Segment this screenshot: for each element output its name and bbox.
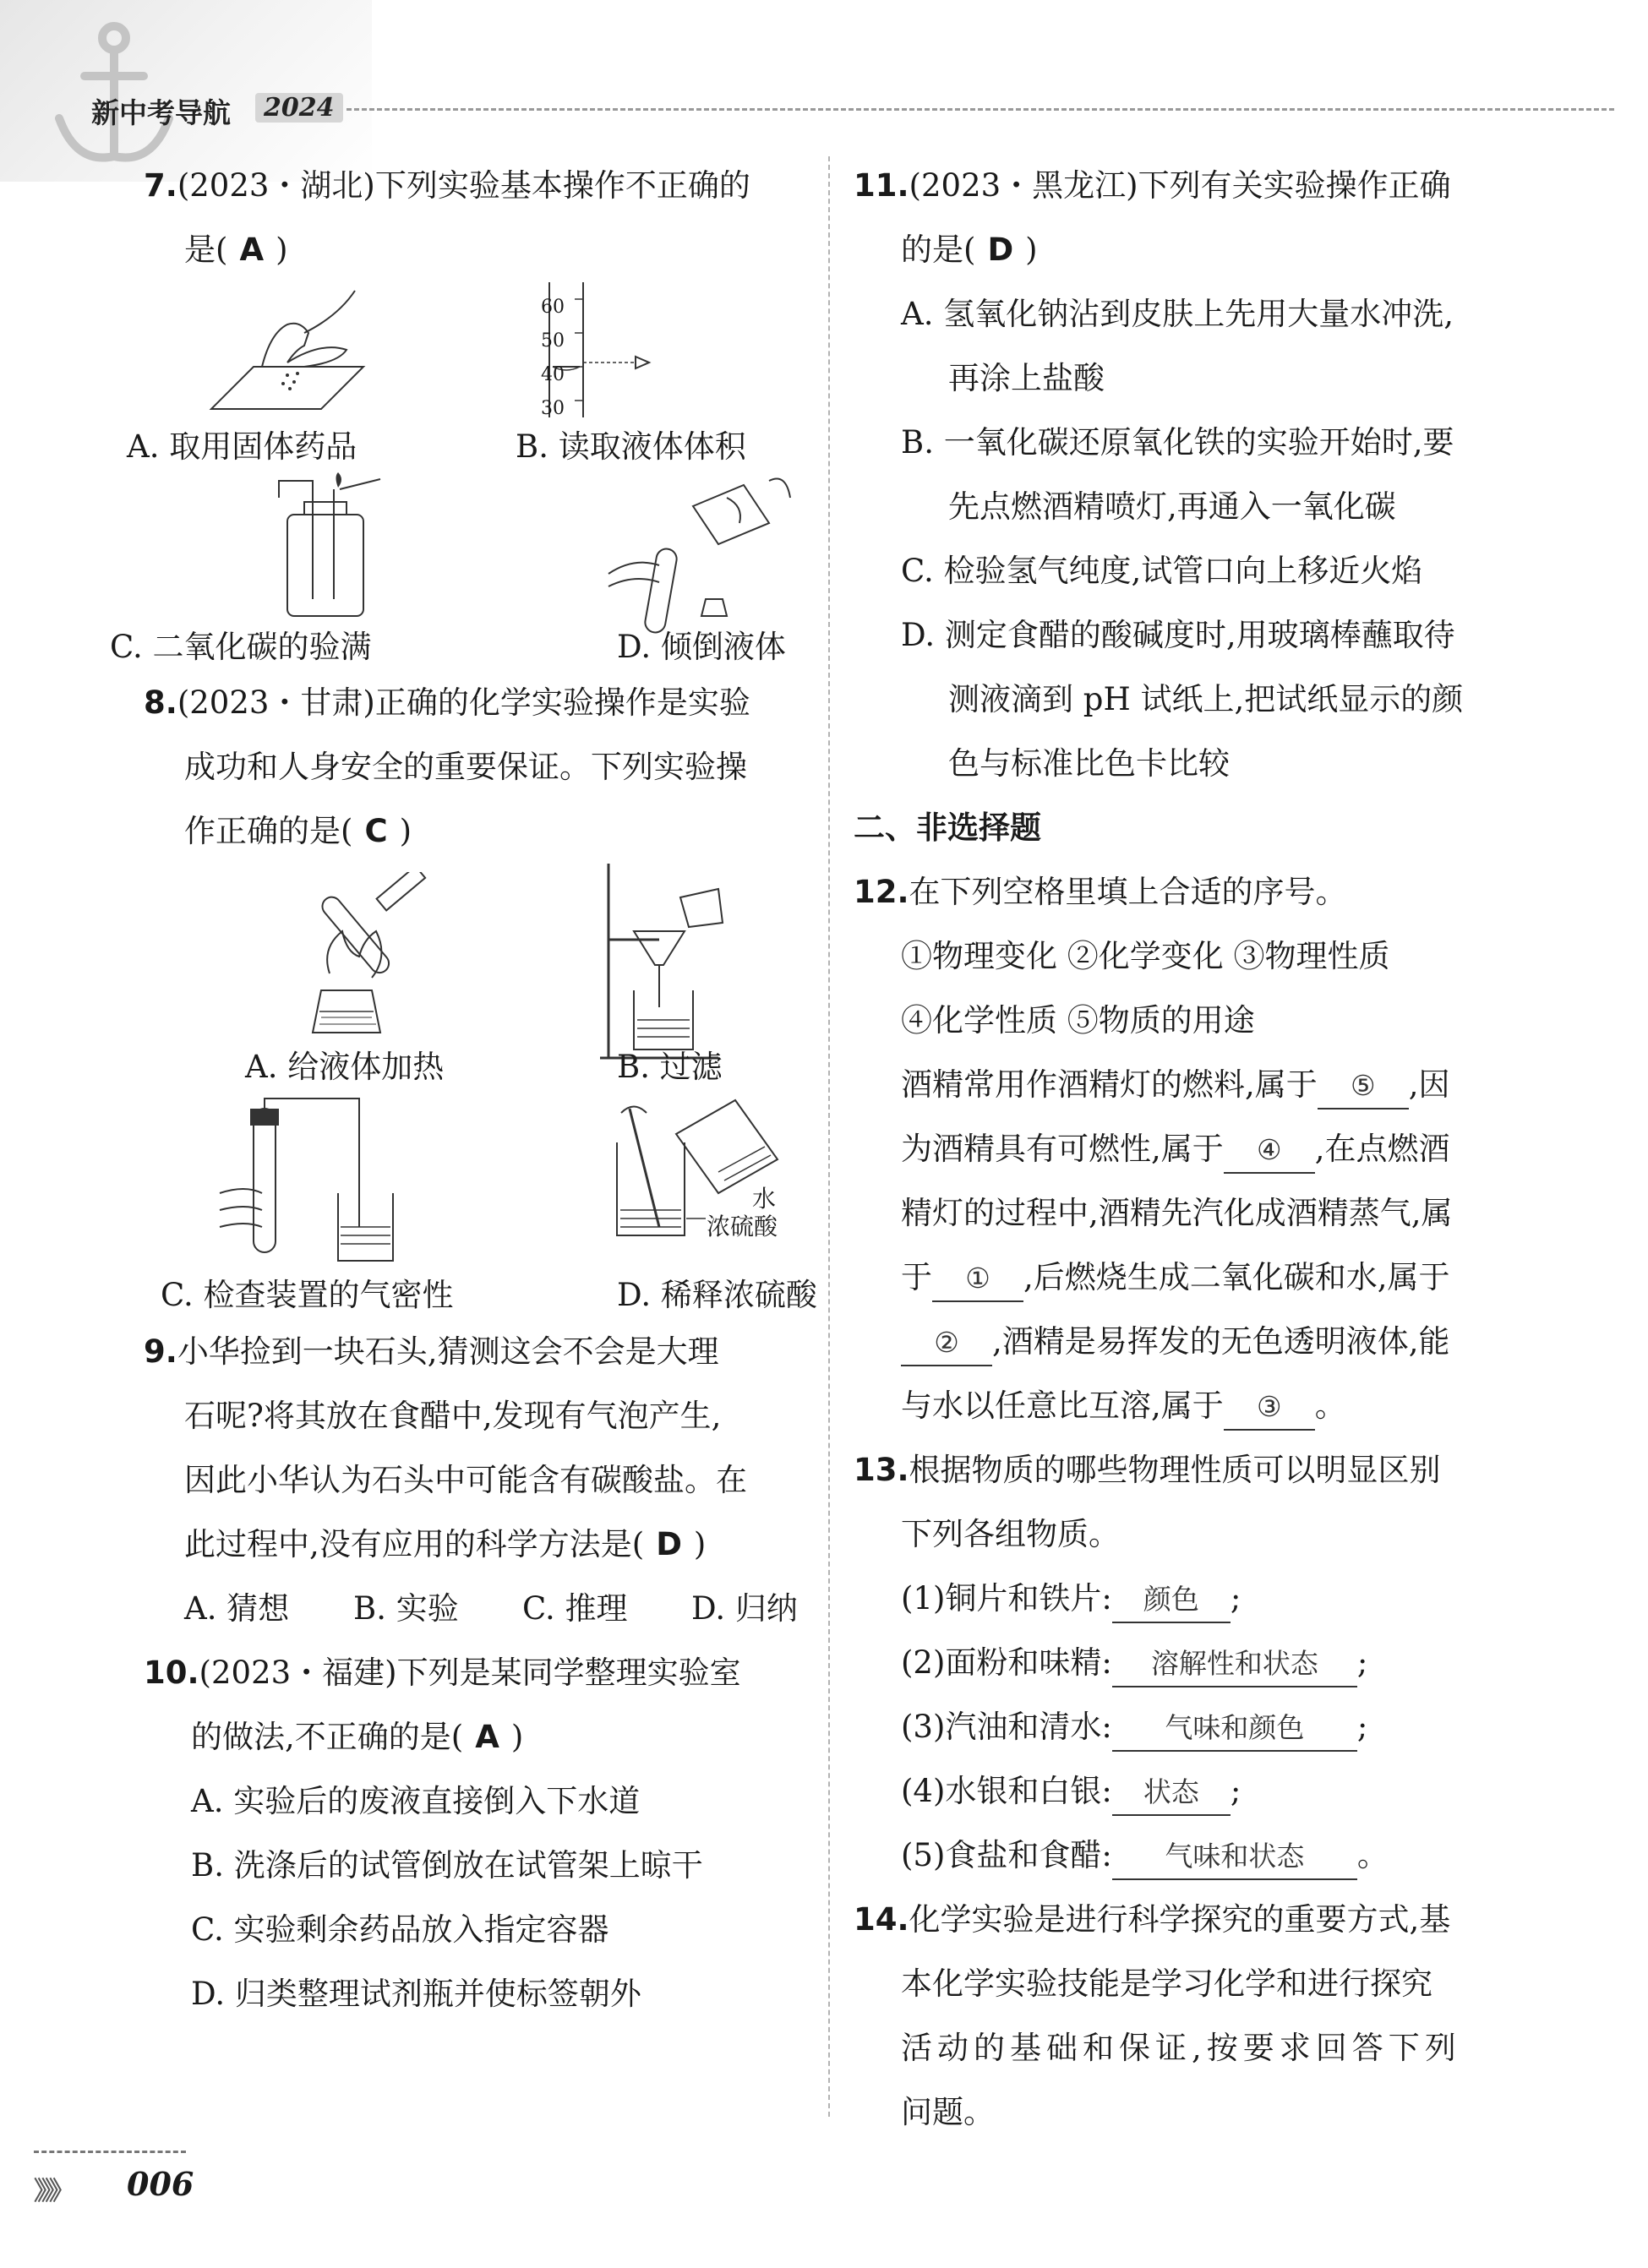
cylinder-ticks: 60 50 40 30 (541, 297, 565, 419)
q10-option-c: C. 实验剩余药品放入指定容器 (191, 1911, 609, 1948)
q11-option-a: A. 氢氧化钠沾到皮肤上先用大量水冲洗, (901, 296, 1454, 332)
q12-line5: ② ,酒精是易挥发的无色透明液体,能 (854, 1310, 1530, 1374)
q7-figures-row2 (110, 472, 811, 671)
q7-number: 7. (144, 167, 177, 204)
q13-item-1: (1)铜片和铁片: 颜色 ; (854, 1567, 1530, 1631)
q13-item-2: (2)面粉和味精: 溶解性和状态 ; (854, 1631, 1530, 1695)
right-column (854, 154, 1530, 2145)
q12-line4: 于 ① ,后燃烧生成二氧化碳和水,属于 (854, 1246, 1530, 1310)
q14-line1: 14.化学实验是进行科学探究的重要方式,基 (854, 1901, 1451, 1938)
q8-option-d: D. 稀释浓硫酸 (617, 1277, 817, 1313)
q9-line4: 此过程中,没有应用的科学方法是( D ) (144, 1513, 811, 1577)
q8-line3: 作正确的是( C ) (144, 799, 811, 864)
q12-line2: 为酒精具有可燃性,属于 ④ ,在点燃酒 (854, 1117, 1530, 1181)
q7-option-b: B. 读取液体体积 (516, 428, 746, 465)
label-water: 水 (752, 1185, 777, 1213)
header-dash-line (347, 108, 1614, 111)
q8-figures-row1 (144, 864, 811, 1092)
q7-figures-row1 (127, 282, 811, 472)
q13-line2: 下列各组物质。 (901, 1516, 1120, 1552)
q9-number: 9. (144, 1333, 177, 1370)
q14-line2: 本化学实验技能是学习化学和进行探究 (901, 1965, 1432, 2002)
q12-number: 12. (854, 874, 909, 910)
solid-reagent-illustration (203, 282, 372, 426)
q10-number: 10. (144, 1655, 199, 1691)
q11-number: 11. (854, 167, 909, 204)
q8-line2: 成功和人身安全的重要保证。下列实验操 (184, 749, 747, 785)
q8-figures-row2 (144, 1092, 817, 1320)
footer-dash-line (34, 2151, 186, 2153)
page-number: 006 (127, 2165, 194, 2203)
q11-option-d: D. 测定食醋的酸碱度时,用玻璃棒蘸取待 (901, 617, 1455, 653)
brand-year: 2024 (255, 93, 343, 123)
q13-blank-1: 颜色 (1112, 1578, 1231, 1623)
q11-answer: D (987, 232, 1014, 268)
q8-line1: 8.(2023・甘肃)正确的化学实验操作是实验 (144, 684, 750, 721)
footer-arrows-icon: 》》》 (34, 2177, 69, 2206)
heating-liquid-illustration (296, 872, 465, 1041)
section-heading: 二、非选择题 (854, 810, 1041, 846)
q10-line1: 10.(2023・福建)下列是某同学整理实验室 (144, 1655, 741, 1691)
q14-line4: 问题。 (901, 2094, 995, 2130)
q12-choices-1: ①物理变化 ②化学变化 ③物理性质 (901, 938, 1390, 974)
co2-bottle-illustration (270, 472, 397, 624)
q8-answer: C (364, 813, 388, 849)
filtration-illustration (600, 864, 735, 1066)
q11-option-a-cont: 再涂上盐酸 (948, 360, 1105, 396)
q10-option-d: D. 归类整理试剂瓶并使标签朝外 (191, 1976, 641, 2012)
q8-option-c: C. 检查装置的气密性 (161, 1277, 454, 1313)
q12-blank-4: ② (901, 1321, 992, 1366)
q11-line2: 的是( D ) (854, 218, 1530, 282)
q7-line1: 7.(2023・湖北)下列实验基本操作不正确的 (144, 167, 750, 204)
q12-stem: 12.在下列空格里填上合适的序号。 (854, 874, 1347, 910)
q8-option-a: A. 给液体加热 (245, 1049, 445, 1085)
q7-option-c: C. 二氧化碳的验满 (110, 629, 372, 665)
q10-option-b: B. 洗涤后的试管倒放在试管架上晾干 (191, 1847, 703, 1884)
q12-blank-3: ① (932, 1257, 1023, 1302)
q12-line3: 精灯的过程中,酒精先汽化成酒精蒸气,属 (901, 1195, 1453, 1231)
q12-choices-2: ④化学性质 ⑤物质的用途 (901, 1002, 1255, 1039)
q8-option-b: B. 过滤 (617, 1049, 723, 1085)
q10-option-a: A. 实验后的废液直接倒入下水道 (191, 1783, 641, 1819)
q9-line1: 9.小华捡到一块石头,猜测这会不会是大理 (144, 1333, 719, 1370)
q13-item-4: (4)水银和白银: 状态 ; (854, 1759, 1530, 1824)
q9-line2: 石呢?将其放在食醋中,发现有气泡产生, (184, 1398, 722, 1434)
q10-line2: 的做法,不正确的是( A ) (144, 1705, 811, 1769)
airtightness-check-illustration (211, 1092, 423, 1269)
brand-title: 新中考导航 (91, 96, 231, 129)
q11-line1: 11.(2023・黑龙江)下列有关实验操作正确 (854, 167, 1451, 204)
q12-blank-1: ⑤ (1318, 1064, 1409, 1109)
q14-line3: 活动的基础和保证,按要求回答下列 (901, 2030, 1461, 2066)
q13-number: 13. (854, 1452, 909, 1488)
q9-line3: 因此小华认为石头中可能含有碳酸盐。在 (184, 1462, 747, 1498)
q14-number: 14. (854, 1901, 909, 1938)
left-column (110, 154, 817, 2026)
label-conc-acid: 浓硫酸 (707, 1213, 778, 1240)
q13-line1: 13.根据物质的哪些物理性质可以明显区别 (854, 1452, 1441, 1488)
column-divider (828, 156, 830, 2117)
q13-item-3: (3)汽油和清水: 气味和颜色 ; (854, 1695, 1530, 1759)
q9-options: A. 猜想 B. 实验 C. 推理 D. 归纳 (184, 1590, 798, 1627)
q12-blank-2: ④ (1224, 1128, 1315, 1174)
q11-option-d-cont: 测液滴到 pH 试纸上,把试纸显示的颜 (948, 681, 1464, 717)
q13-item-5: (5)食盐和食醋: 气味和状态 。 (854, 1824, 1530, 1888)
q7-option-d: D. 倾倒液体 (617, 629, 786, 665)
q8-number: 8. (144, 684, 177, 721)
q11-option-d-cont2: 色与标准比色卡比较 (948, 745, 1230, 782)
q12-line1: 酒精常用作酒精灯的燃料,属于 ⑤ ,因 (854, 1053, 1530, 1117)
q12-line6: 与水以任意比互溶,属于 ③ 。 (854, 1374, 1530, 1438)
q11-option-b-cont: 先点燃酒精喷灯,再通入一氧化碳 (948, 488, 1396, 525)
q11-option-c: C. 检验氢气纯度,试管口向上移近火焰 (901, 553, 1423, 589)
q13-blank-2: 溶解性和状态 (1112, 1642, 1357, 1687)
q11-option-b: B. 一氧化碳还原氧化铁的实验开始时,要 (901, 424, 1454, 461)
q10-answer: A (475, 1719, 499, 1755)
q9-answer: D (656, 1526, 682, 1562)
pouring-liquid-illustration (600, 472, 794, 641)
q13-blank-5: 气味和状态 (1112, 1835, 1357, 1880)
q7-line2: 是( A ) (144, 218, 811, 282)
q12-blank-5: ③ (1224, 1385, 1315, 1431)
q7-answer: A (239, 232, 265, 268)
q13-blank-4: 状态 (1112, 1770, 1231, 1816)
q13-blank-3: 气味和颜色 (1112, 1706, 1357, 1752)
q7-option-a: A. 取用固体药品 (127, 428, 357, 465)
